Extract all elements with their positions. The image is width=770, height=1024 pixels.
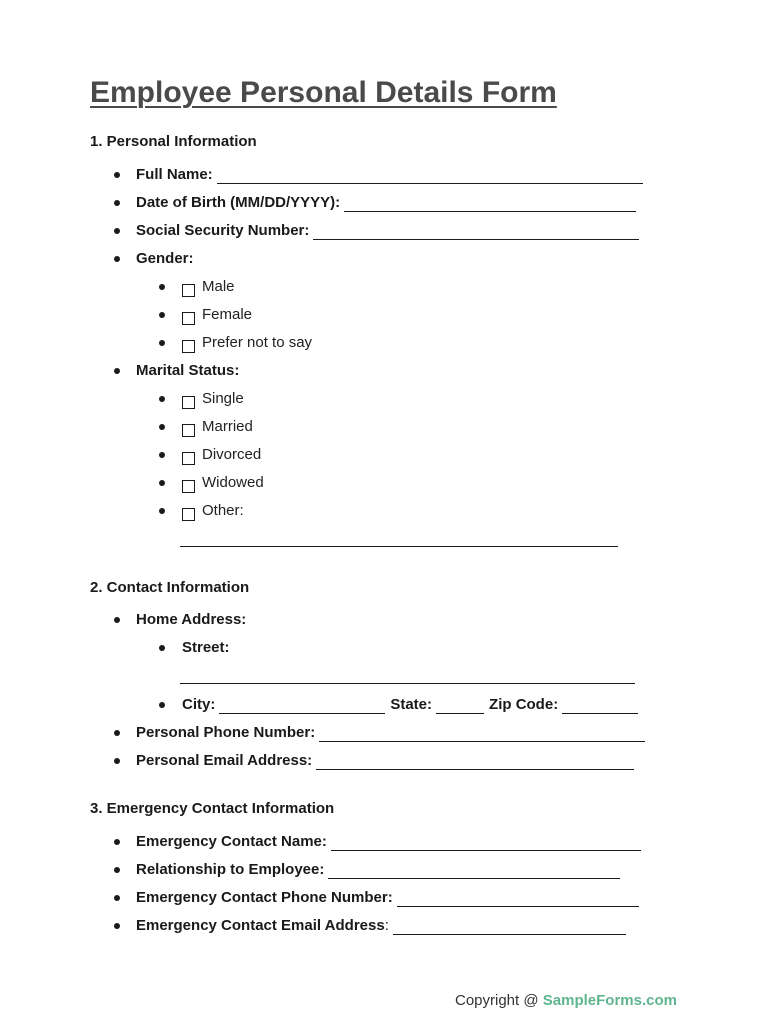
checkbox-icon[interactable] bbox=[182, 480, 195, 493]
field-emergency-name bbox=[136, 833, 641, 851]
field-label: Emergency Contact Phone Number: bbox=[136, 889, 393, 906]
field-label-colon: : bbox=[384, 917, 389, 934]
field-personal-phone bbox=[136, 724, 645, 742]
checkbox-icon[interactable] bbox=[182, 452, 195, 465]
bullet-icon bbox=[159, 424, 165, 430]
bullet-icon bbox=[114, 758, 120, 764]
option-label: Female bbox=[202, 306, 253, 323]
emergency-name-input-line[interactable] bbox=[331, 836, 641, 851]
bullet-icon bbox=[114, 839, 120, 845]
checkbox-icon[interactable] bbox=[182, 424, 195, 437]
field-label: Date of Birth (MM/DD/YYYY): bbox=[136, 194, 341, 211]
bullet-icon bbox=[114, 172, 120, 178]
personal-phone-input-line[interactable] bbox=[319, 727, 645, 742]
field-label: Relationship to Employee: bbox=[136, 861, 325, 878]
field-label: Street: bbox=[182, 639, 230, 656]
bullet-icon bbox=[114, 617, 120, 623]
field-label: City: bbox=[182, 696, 216, 713]
gender-option-male[interactable] bbox=[182, 278, 235, 296]
bullet-icon bbox=[114, 895, 120, 901]
field-emergency-phone bbox=[136, 889, 639, 907]
field-label: Emergency Contact Name: bbox=[136, 833, 327, 850]
bullet-icon bbox=[159, 480, 165, 486]
section-heading-emergency: 3. Emergency Contact Information bbox=[90, 800, 335, 817]
checkbox-icon[interactable] bbox=[182, 508, 195, 521]
personal-email-input-line[interactable] bbox=[316, 755, 634, 770]
option-label: Prefer not to say bbox=[202, 334, 313, 351]
bullet-icon bbox=[114, 256, 120, 262]
bullet-icon bbox=[159, 284, 165, 290]
copyright-text: Copyright @ bbox=[455, 992, 543, 1009]
checkbox-icon[interactable] bbox=[182, 396, 195, 409]
emergency-email-input-line[interactable] bbox=[393, 920, 626, 935]
marital-option-single[interactable] bbox=[182, 390, 244, 408]
field-home-address bbox=[136, 611, 246, 629]
field-label: Gender: bbox=[136, 250, 194, 267]
brand-link[interactable]: SampleForms.com bbox=[542, 992, 677, 1009]
field-gender bbox=[136, 250, 194, 268]
field-label: Social Security Number: bbox=[136, 222, 310, 239]
bullet-icon bbox=[159, 702, 165, 708]
field-city-state-zip bbox=[182, 696, 638, 714]
checkbox-icon[interactable] bbox=[182, 312, 195, 325]
checkbox-icon[interactable] bbox=[182, 340, 195, 353]
bullet-icon bbox=[114, 730, 120, 736]
bullet-icon bbox=[159, 340, 165, 346]
option-label: Single bbox=[202, 390, 244, 407]
footer-copyright bbox=[455, 992, 677, 1009]
option-label: Widowed bbox=[202, 474, 264, 491]
field-ssn bbox=[136, 222, 639, 240]
bullet-icon bbox=[114, 867, 120, 873]
zip-input-line[interactable] bbox=[562, 699, 638, 714]
field-label: Home Address: bbox=[136, 611, 247, 628]
bullet-icon bbox=[114, 200, 120, 206]
other-input-line[interactable] bbox=[180, 546, 618, 547]
full-name-input-line[interactable] bbox=[217, 169, 643, 184]
field-personal-email bbox=[136, 752, 634, 770]
bullet-icon bbox=[159, 508, 165, 514]
field-relationship bbox=[136, 861, 620, 879]
field-emergency-email bbox=[136, 917, 626, 935]
option-label: Other: bbox=[202, 502, 244, 519]
field-marital-status bbox=[136, 362, 239, 380]
field-label: Full Name: bbox=[136, 166, 213, 183]
field-label: Marital Status: bbox=[136, 362, 240, 379]
bullet-icon bbox=[159, 452, 165, 458]
gender-option-female[interactable] bbox=[182, 306, 252, 324]
field-label: State: bbox=[390, 696, 433, 713]
option-label: Married bbox=[202, 418, 253, 435]
field-label: Emergency Contact Email Address bbox=[136, 917, 385, 934]
option-label: Male bbox=[202, 278, 235, 295]
bullet-icon bbox=[159, 645, 165, 651]
relationship-input-line[interactable] bbox=[328, 864, 620, 879]
street-input-line[interactable] bbox=[180, 683, 635, 684]
field-street bbox=[182, 639, 230, 657]
field-label: Personal Phone Number: bbox=[136, 724, 316, 741]
city-input-line[interactable] bbox=[219, 699, 385, 714]
page-title: Employee Personal Details Form bbox=[90, 76, 557, 109]
bullet-icon bbox=[114, 368, 120, 374]
field-label: Zip Code: bbox=[489, 696, 559, 713]
field-label: Personal Email Address: bbox=[136, 752, 313, 769]
state-input-line[interactable] bbox=[436, 699, 484, 714]
marital-option-other[interactable] bbox=[182, 502, 244, 520]
emergency-phone-input-line[interactable] bbox=[397, 892, 639, 907]
option-label: Divorced bbox=[202, 446, 262, 463]
section-heading-personal: 1. Personal Information bbox=[90, 133, 257, 150]
dob-input-line[interactable] bbox=[344, 197, 636, 212]
marital-option-widowed[interactable] bbox=[182, 474, 264, 492]
bullet-icon bbox=[159, 396, 165, 402]
field-dob bbox=[136, 194, 636, 212]
gender-option-prefer-not[interactable] bbox=[182, 334, 312, 352]
bullet-icon bbox=[159, 312, 165, 318]
ssn-input-line[interactable] bbox=[313, 225, 639, 240]
checkbox-icon[interactable] bbox=[182, 284, 195, 297]
bullet-icon bbox=[114, 228, 120, 234]
section-heading-contact: 2. Contact Information bbox=[90, 579, 250, 596]
field-full-name bbox=[136, 166, 643, 184]
bullet-icon bbox=[114, 923, 120, 929]
marital-option-married[interactable] bbox=[182, 418, 253, 436]
marital-option-divorced[interactable] bbox=[182, 446, 261, 464]
